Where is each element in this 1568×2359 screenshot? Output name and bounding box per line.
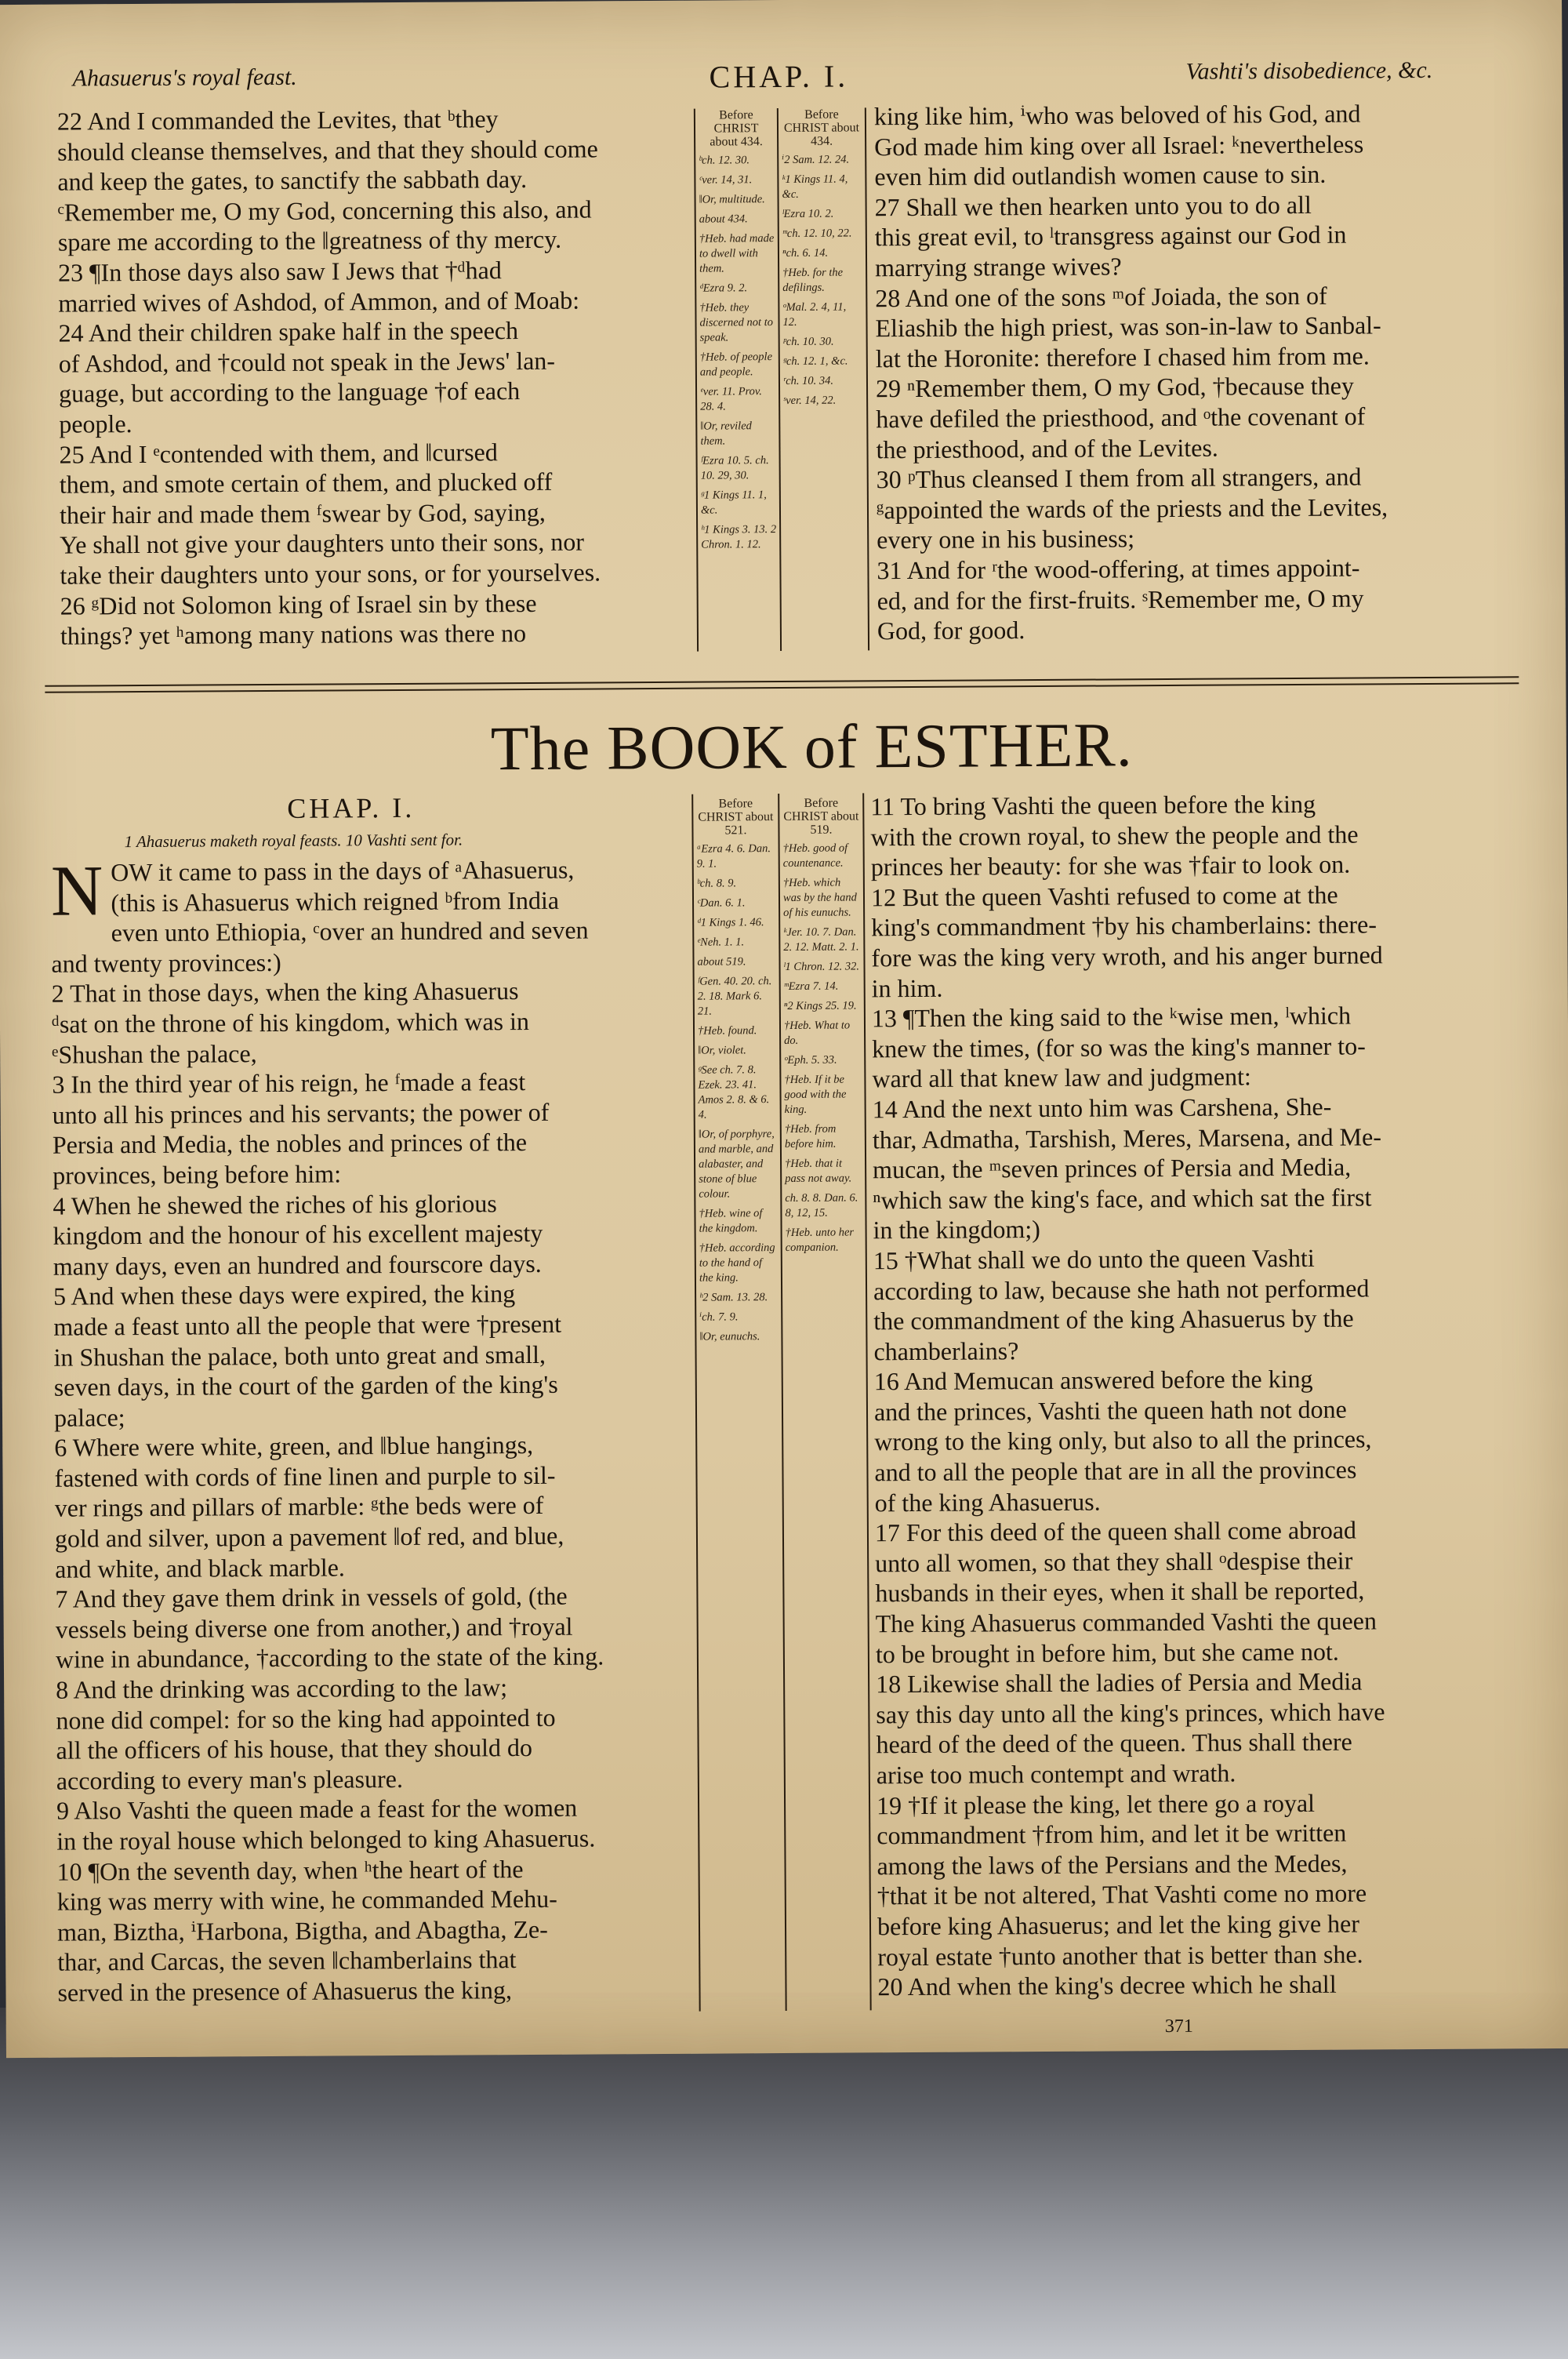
esther-left-column (50, 850, 693, 2008)
margin-rule (777, 108, 782, 651)
text-line: say this day unto all the king's princes, which have (876, 1697, 1385, 1729)
margin-note: ᵍSee ch. 7. 8. Ezek. 23. 41. Amos 2. 8. & 6. 4. (698, 1063, 770, 1121)
margin-note: ‖Or, reviled them. (700, 420, 752, 448)
text-line: ᵍappointed the wards of the priests and the Levites, (876, 493, 1388, 524)
text-line: chamberlains? (873, 1336, 1019, 1365)
margin-note: †Heb. wine of the kingdom. (699, 1207, 763, 1235)
text-line: 20 And when the king's decree which he shall (877, 1969, 1337, 2001)
text-line: have defiled the priesthood, and ᵒthe covenant of (876, 402, 1366, 434)
margin-note: †Heb. according to the hand of the king. (699, 1241, 775, 1285)
text-line: of the king Ahasuerus. (874, 1487, 1101, 1517)
text-line: king's commandment †by his chamberlains: there- (871, 910, 1377, 942)
margin-note: ‖Or, of porphyre, and marble, and alabaster, and stone of blue colour. (698, 1128, 775, 1201)
margin-note: ˡ1 Chron. 12. 32. (783, 960, 860, 974)
text-line: wine in abundance, †according to the state of the king. (55, 1641, 604, 1674)
text-line: palace; (53, 1402, 125, 1432)
text-line: thar, Admatha, Tarshish, Meres, Marsena, and Me- (872, 1121, 1382, 1154)
drop-cap: N (50, 850, 103, 931)
margin-note: ʰ1 Kings 3. 13. 2 Chron. 1. 12. (701, 523, 777, 551)
margin-note: ᵒEph. 5. 33. (784, 1053, 837, 1067)
margin-note: †Heb. which was by the hand of his eunuchs. (782, 876, 857, 920)
page-number: 371 (1164, 2016, 1193, 2037)
text-line: fore was the king very wroth, and his anger burned (871, 940, 1383, 972)
text-line: 15 †What shall we do unto the queen Vashti (873, 1243, 1315, 1275)
text-line: king was merry with wine, he commanded Mehu- (56, 1884, 557, 1916)
text-line: the commandment of the king Ahasuerus by the (873, 1303, 1354, 1336)
running-head-chapter: CHAP. I. (709, 58, 849, 95)
margin-note: ᵏ1 Kings 11. 4, &c. (782, 173, 848, 201)
text-line: ver rings and pillars of marble: ᵍthe beds were of (54, 1491, 544, 1523)
chapter-summary: 1 Ahasuerus maketh royal feasts. 10 Vashti sent for. (124, 830, 463, 852)
text-line: wrong to the king only, but also to all the princes, (874, 1424, 1372, 1456)
text-line: provinces, being before him: (53, 1159, 342, 1190)
text-line: 12 But the queen Vashti refused to come at the (870, 880, 1338, 912)
margin-note: about 519. (697, 955, 746, 969)
esther-chapter-label: CHAP. I. (287, 791, 416, 824)
esther-margin-b (782, 796, 862, 1260)
text-line: served in the presence of Ahasuerus the king, (57, 1976, 512, 2007)
text-line: 27 Shall we then hearken unto you to do all (874, 190, 1312, 222)
text-line: married wives of Ashdod, of Ammon, and of Moab: (58, 285, 580, 318)
text-line: ᵉShushan the palace, (52, 1038, 257, 1069)
text-line: before king Ahasuerus; and let the king give her (877, 1909, 1360, 1941)
margin-note: †Heb. they discerned not to speak. (699, 301, 774, 344)
text-line: 30 ᵖThus cleansed I them from all strangers, and (876, 462, 1362, 494)
text-line: 25 And I ᵉcontended with them, and ‖cursed (59, 437, 498, 469)
text-line: thar, and Carcas, the seven ‖chamberlains that (57, 1945, 517, 1977)
text-line: fastened with cords of fine linen and purple to sil- (54, 1460, 556, 1492)
margin-note: ᵃEzra 4. 6. Dan. 9. 1. (696, 842, 771, 871)
text-line: this great evil, to ˡtransgress against our God in (874, 220, 1347, 252)
text-line: 6 Where were white, green, and ‖blue hangings, (54, 1430, 534, 1462)
margin-note: ᵐEzra 7. 14. (783, 980, 839, 994)
esther-margin-a (696, 797, 778, 1350)
nehemiah-right-column (874, 97, 1520, 646)
text-line: 10 ¶On the seventh day, when ʰthe heart of the (56, 1854, 524, 1886)
text-line: God, for good. (877, 616, 1025, 645)
text-line: spare me according to the ‖greatness of thy mercy. (57, 225, 562, 257)
text-line: marrying strange wives? (874, 252, 1122, 282)
text-line: in the kingdom;) (873, 1215, 1041, 1245)
margin-note: ʰ2 Sam. 13. 28. (699, 1291, 768, 1304)
running-head-left: Ahasuerus's royal feast. (72, 64, 297, 92)
text-line: and white, and black marble. (55, 1553, 345, 1583)
margin-note: ‖Or, eunuchs. (699, 1330, 760, 1343)
text-line: man, Biztha, ⁱHarbona, Bigtha, and Abagtha, Ze- (56, 1914, 548, 1946)
text-line: and keep the gates, to sanctify the sabbath day. (57, 165, 528, 196)
margin-note: †Heb. had made to dwell with them. (699, 232, 775, 275)
margin-note: ᶜDan. 6. 1. (696, 896, 746, 910)
margin-note: ᶠEzra 10. 5. ch. 10. 29, 30. (700, 454, 769, 482)
text-line: unto all his princes and his servants; the power of (52, 1097, 550, 1129)
text-line: ⁿwhich saw the king's face, and which sat the first (873, 1183, 1372, 1215)
text-line: made a feast unto all the people that were †present (53, 1309, 562, 1341)
text-line: in Shushan the palace, both unto great and small, (53, 1339, 546, 1372)
text-line: royal estate †unto another that is better than she. (877, 1939, 1363, 1971)
text-line: their hair and made them ᶠswear by God, saying, (59, 497, 546, 529)
text-line: king like him, ⁱwho was beloved of his God, and (873, 99, 1361, 131)
margin-heading: Before CHRIST about 434. (710, 108, 763, 149)
margin-note: ᵍch. 12. 1, &c. (782, 354, 848, 368)
text-line: 23 ¶In those days also saw I Jews that †ᵈhad (57, 256, 502, 287)
text-line: (this is Ahasuerus which reigned ᵇfrom India (111, 885, 560, 917)
text-line: seven days, in the court of the garden of the king's (53, 1369, 558, 1401)
text-line: 24 And their children spake half in the speech (58, 316, 519, 347)
margin-note: ⁱch. 7. 9. (699, 1310, 739, 1324)
text-line: 28 And one of the sons ᵐof Joiada, the son of (875, 281, 1327, 312)
text-line: 14 And the next unto him was Carshena, She- (872, 1092, 1332, 1124)
text-line: among the laws of the Persians and the Medes, (877, 1848, 1348, 1881)
text-line: gold and silver, upon a pavement ‖of red, and blue, (54, 1521, 564, 1553)
margin-note: ᵖch. 10. 30. (782, 335, 834, 348)
text-line: unto all women, so that they shall ᵒdespise their (875, 1546, 1353, 1578)
text-line: 11 To bring Vashti the queen before the king (870, 789, 1316, 821)
text-line: of Ashdod, and †could not speak in the Jews' lan- (58, 346, 556, 378)
text-line: and twenty provinces:) (51, 947, 281, 978)
nehemiah-margin-a (699, 108, 776, 558)
running-head-right: Vashti's disobedience, &c. (1185, 56, 1433, 85)
margin-note: ᵇch. 12. 30. (699, 154, 750, 167)
text-line: many days, even an hundred and fourscore days. (53, 1249, 542, 1281)
margin-note: ch. 8. 8. Dan. 6. 8, 12, 15. (785, 1191, 858, 1219)
text-line: take their daughters unto your sons, or for yourselves. (60, 558, 601, 590)
text-line: kingdom and the honour of his excellent majesty (53, 1219, 543, 1250)
margin-note: ⁿ2 Kings 25. 19. (783, 999, 857, 1013)
margin-note: ᵉNeh. 1. 1. (697, 936, 745, 949)
esther-right-column (870, 787, 1528, 2002)
margin-note: ⁱ2 Sam. 12. 24. (782, 153, 850, 166)
margin-note: ᶜver. 14, 31. (699, 173, 753, 187)
margin-note: ᵏJer. 10. 7. Dan. 2. 12. Matt. 2. 1. (783, 925, 859, 954)
text-line: things? yet ʰamong many nations was there no (60, 619, 527, 650)
margin-rule (694, 109, 699, 652)
margin-note: †Heb. good of countenance. (782, 841, 848, 871)
text-line: people. (59, 409, 132, 438)
text-line: them, and smote certain of them, and plucked off (59, 467, 553, 499)
text-line: 26 ᵍDid not Solomon king of Israel sin by these (60, 588, 537, 620)
text-line: in him. (871, 973, 943, 1002)
text-line: The king Ahasuerus commanded Vashti the queen (875, 1606, 1377, 1638)
text-line: 4 When he shewed the riches of his glorious (53, 1188, 497, 1220)
margin-heading: Before CHRIST about 434. (783, 107, 860, 148)
text-line: OW it came to pass in the days of ᵃAhasuerus, (111, 855, 575, 887)
margin-note: about 434. (699, 213, 748, 226)
text-line: ward all that knew law and judgment: (872, 1062, 1251, 1093)
margin-heading: Before CHRIST about 519. (783, 796, 859, 837)
text-line: and the princes, Vashti the queen hath not done (873, 1394, 1347, 1427)
margin-note: †Heb. for the defilings. (782, 266, 844, 294)
text-line: with the crown royal, to shew the people and the (870, 820, 1359, 851)
book-title: The BOOK of ESTHER. (490, 711, 1134, 784)
margin-note: †Heb. found. (697, 1024, 757, 1038)
margin-note: †Heb. What to do. (783, 1019, 851, 1047)
margin-note: ⁿch. 6. 14. (782, 246, 829, 260)
text-line: the priesthood, and of the Levites. (876, 433, 1218, 463)
text-line: 7 And they gave them drink in vessels of gold, (the (55, 1581, 568, 1613)
background-desk (0, 2008, 1568, 2359)
margin-note: ᵉver. 11. Prov. 28. 4. (700, 385, 762, 413)
text-line: 13 ¶Then the king said to the ᵏwise men, ˡwhich (871, 1001, 1352, 1033)
margin-note: ᵇch. 8. 9. (696, 877, 737, 890)
text-line: according to law, because she hath not performed (873, 1273, 1370, 1305)
text-line: commandment †from him, and let it be written (877, 1818, 1347, 1850)
text-line: husbands in their eyes, when it shall be reported, (875, 1576, 1365, 1608)
text-line: all the officers of his house, that they should do (56, 1733, 533, 1765)
margin-rule (865, 107, 869, 650)
text-line: ᶜRemember me, O my God, concerning this also, and (57, 194, 592, 227)
text-line: according to every man's pleasure. (56, 1764, 403, 1795)
margin-rule (862, 793, 871, 2010)
margin-note: ᵐch. 12. 10, 22. (782, 227, 852, 240)
text-line: Ye shall not give your daughters unto their sons, nor (60, 527, 585, 559)
text-line: 19 †If it please the king, let there go a royal (876, 1788, 1316, 1819)
text-line: Eliashib the high priest, was son-in-law to Sanbal- (875, 311, 1381, 343)
margin-note: ˢver. 14, 22. (783, 394, 837, 407)
text-line: in the royal house which belonged to king Ahasuerus. (56, 1823, 596, 1856)
text-line: ᵈsat on the throne of his kingdom, which was in (51, 1006, 530, 1038)
text-line: and to all the people that are in all the provinces (874, 1455, 1357, 1487)
margin-note: †Heb. If it be good with the king. (784, 1073, 847, 1116)
text-line: princes her beauty: for she was †fair to look on. (870, 849, 1351, 881)
margin-note: †Heb. that it pass not away. (785, 1157, 852, 1185)
text-line: 22 And I commanded the Levites, that ᵇthey (56, 104, 499, 136)
margin-note: †Heb. unto her companion. (785, 1226, 855, 1254)
text-line: ed, and for the first-fruits. ˢRemember me, O my (877, 583, 1364, 615)
margin-note: ᵈEzra 9. 2. (699, 282, 748, 295)
text-line: God made him king over all Israel: ᵏnevertheless (874, 129, 1364, 161)
text-line: lat the Horonite: therefore I chased him from me. (875, 341, 1370, 373)
text-line: none did compel: for so the king had appointed to (56, 1703, 556, 1735)
margin-heading: Before CHRIST about 521. (698, 797, 774, 838)
margin-note: ‖Or, violet. (698, 1044, 746, 1057)
text-line: 5 And when these days were expired, the king (53, 1279, 516, 1311)
margin-note: ᵈ1 Kings 1. 46. (697, 916, 764, 929)
text-line: 31 And for ʳthe wood-offering, at times appoint- (877, 553, 1360, 585)
text-line: 8 And the drinking was according to the law; (56, 1673, 508, 1704)
text-line: 2 That in those days, when the king Ahasuerus (51, 976, 519, 1009)
text-line: heard of the deed of the queen. Thus shall there (876, 1727, 1352, 1759)
margin-note: ᶠGen. 40. 20. ch. 2. 18. Mark 6. 21. (697, 975, 772, 1018)
margin-note: ʳch. 10. 34. (782, 374, 834, 387)
text-line: even unto Ethiopia, ᶜover an hundred and seven (111, 915, 589, 947)
margin-note: ‖Or, multitude. (699, 193, 765, 206)
margin-note: †Heb. of people and people. (699, 351, 773, 379)
text-line: 18 Likewise shall the ladies of Persia and Media (876, 1667, 1363, 1699)
text-line: 16 And Memucan answered before the king (873, 1365, 1313, 1396)
text-line: even him did outlandish women cause to sin. (874, 159, 1327, 191)
text-line: guage, but according to the language †of each (58, 376, 521, 408)
text-line: Persia and Media, the nobles and princes of the (52, 1128, 528, 1160)
text-line: vessels being diverse one from another,) and †royal (55, 1612, 573, 1644)
margin-note: ᵍ1 Kings 11. 1, &c. (700, 489, 767, 517)
text-line: knew the times, (for so was the king's manner to- (872, 1031, 1366, 1063)
nehemiah-left-column (57, 103, 691, 652)
margin-note: †Heb. from before him. (784, 1122, 837, 1150)
text-line: 9 Also Vashti the queen made a feast for the women (56, 1794, 578, 1826)
text-line: should cleanse themselves, and that they should come (57, 134, 598, 166)
text-line: 3 In the third year of his reign, he ᶠmade a feast (52, 1067, 526, 1099)
text-line: mucan, the ᵐseven princes of Persia and Media, (873, 1152, 1352, 1184)
text-line: arise too much contempt and wrath. (876, 1758, 1236, 1790)
text-line: every one in his business; (877, 524, 1135, 554)
margin-note: ᵒMal. 2. 4, 11, 12. (782, 300, 847, 329)
margin-note: ˡEzra 10. 2. (782, 207, 834, 220)
text-line: to be brought in before him, but she came not. (875, 1637, 1339, 1668)
text-line: 17 For this deed of the queen shall come abroad (874, 1515, 1357, 1547)
text-line: 29 ⁿRemember them, O my God, †because they (875, 371, 1355, 403)
text-line: †that it be not altered, That Vashti come no more (877, 1878, 1367, 1910)
nehemiah-margin-b (782, 107, 863, 413)
